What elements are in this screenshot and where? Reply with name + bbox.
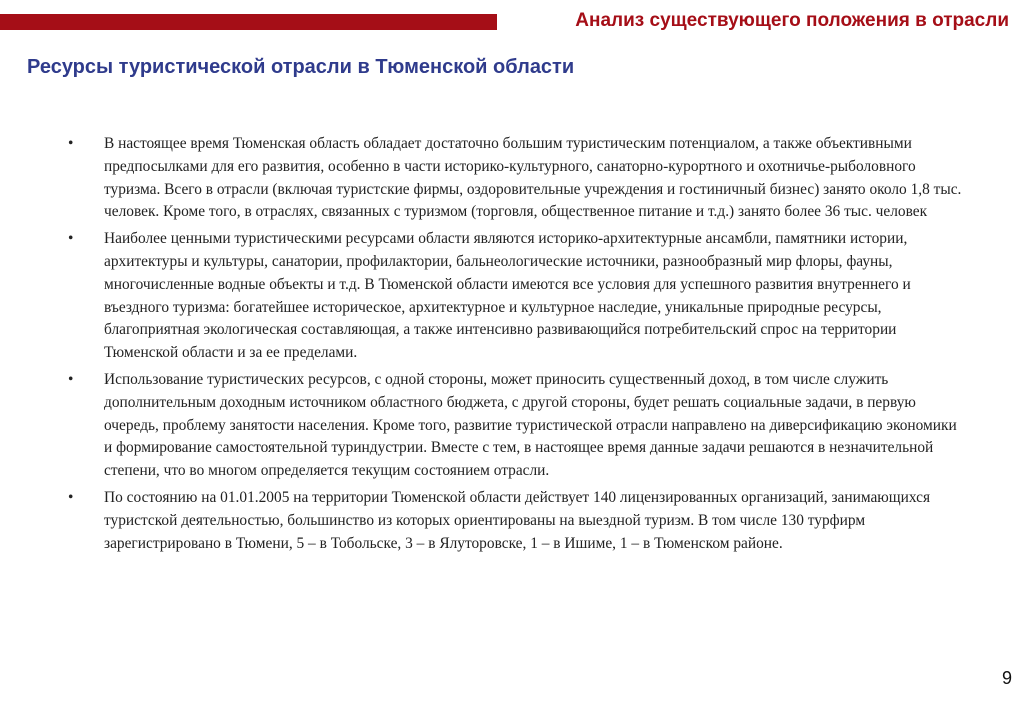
bullet-text: Использование туристических ресурсов, с одной стороны, может приносить существенный доход, в том числе служить дополнительным доходным источником областного бюджета, с другой стороны, будет решать социальные задачи, в первую очередь, проблему занятости населения. Кроме того, развитие туристической отрасли направлено на диверсификацию экономики и формирование самостоятельной туриндустрии. Вместе с тем, в настоящее время данные задачи решаются в незначительной степени, что во многом определяется текущим состоянием отрасли. xyxy=(104,370,957,480)
bullet-text: По состоянию на 01.01.2005 на территории Тюменской области действует 140 лицензированных организаций, занимающихся туристской деятельностью, большинство из которых ориентированы на выездной туризм. В том числе 130 турфирм зарегистрировано в Тюмени, 5 – в Тобольске, 3 – в Ялуторовске, 1 – в Ишиме, 1 – в Тюменском районе. xyxy=(104,488,931,552)
bullet-item xyxy=(68,487,968,555)
header-accent-bar xyxy=(0,14,497,30)
page-number: 9 xyxy=(1001,668,1012,688)
bullet-icon: • xyxy=(68,230,74,248)
bullet-list xyxy=(68,133,968,559)
bullet-text: Наиболее ценными туристическими ресурсами области являются историко-архитектурные ансамбли, памятники истории, архитектуры и культуры, санатории, профилактории, бальнеологические источники, разнообразный мир флоры, фауны, многочисленные водные объекты и т.д. В Тюменской области имеются все условия для успешного развития внутреннего и въездного туризма: богатейшее историческое, архитектурное и культурное наследие, уникальные природные ресурсы, благоприятная экологическая составляющая, а также интенсивно развивающийся потребительский спрос на территории Тюменской области и за ее пределами. xyxy=(104,230,911,362)
bullet-icon: • xyxy=(68,135,74,152)
bullet-icon: • xyxy=(68,488,74,506)
bullet-item xyxy=(68,369,968,483)
bullet-text: В настоящее время Тюменская область обладает достаточно большим туристическим потенциалом, а также объективными предпосылками для его развития, особенно в части историко-культурного, санаторно-курортного и охотничье-рыболовного туризма. Всего в отрасли (включая туристские фирмы, оздоровительные учреждения и гостиничный бизнес) занято около 1,8 тыс. человек. Кроме того, в отраслях, связанных с туризмом (торговля, общественное питание и т.д.) занято более 36 тыс. человек xyxy=(104,135,962,221)
bullet-item xyxy=(68,228,968,365)
slide-title: Ресурсы туристической отрасли в Тюменской области xyxy=(27,56,575,78)
section-title: Анализ существующего положения в отрасли xyxy=(575,10,1009,31)
bullet-icon: • xyxy=(68,370,74,388)
bullet-item xyxy=(68,133,968,224)
